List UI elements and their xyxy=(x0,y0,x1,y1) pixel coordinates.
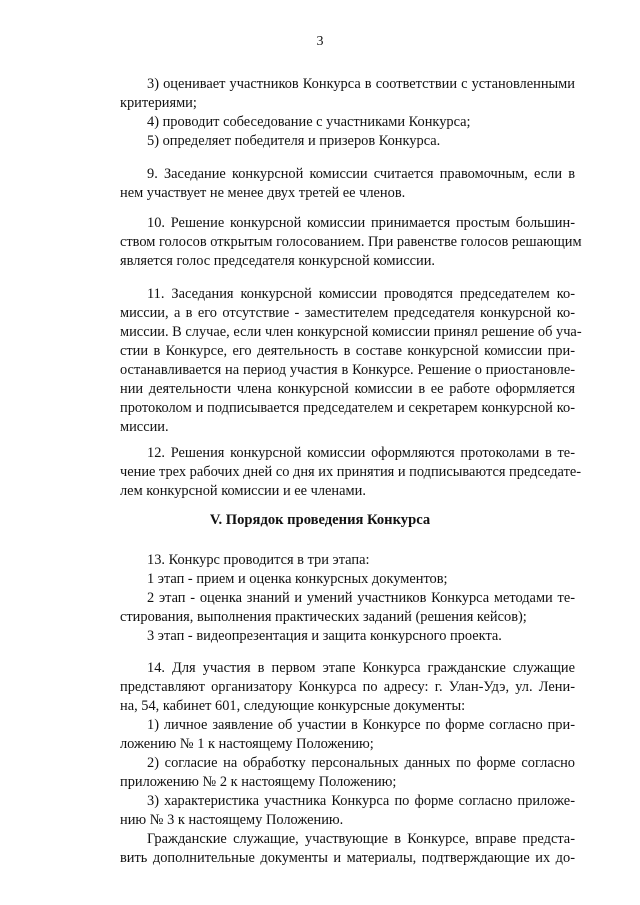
text-line: миссии. xyxy=(120,419,169,435)
text-line: на, 54, кабинет 601, следующие конкурсные документы: xyxy=(120,698,466,714)
text-line: представляют организатору Конкурса по адресу: г. Улан-Удэ, ул. Лени- xyxy=(120,679,575,695)
text-line: нем участвует не менее двух третей ее членов. xyxy=(120,185,406,201)
text-line: критериями; xyxy=(120,95,197,111)
text-line: останавливается на период участия в Конкурсе. Решение о приостановле- xyxy=(120,362,575,378)
text-line: 1 этап - прием и оценка конкурсных документов; xyxy=(147,571,448,587)
page-number: 3 xyxy=(316,34,324,49)
text-line: 2) согласие на обработку персональных данных по форме согласно xyxy=(147,755,575,771)
text-line: ложению № 1 к настоящему Положению; xyxy=(120,736,374,752)
text-line: чение трех рабочих дней со дня их принятия и подписываются председате- xyxy=(120,464,582,480)
text-line: 2 этап - оценка знаний и умений участников Конкурса методами те- xyxy=(147,590,575,606)
text-line: протоколом и подписывается председателем и секретарем конкурсной ко- xyxy=(120,400,575,416)
text-line: нию № 3 к настоящему Положению. xyxy=(120,812,344,828)
text-line: 13. Конкурс проводится в три этапа: xyxy=(147,552,370,568)
text-line: 5) определяет победителя и призеров Конкурса. xyxy=(147,133,441,149)
text-line: 12. Решения конкурсной комиссии оформляются протоколами в те- xyxy=(147,445,575,461)
text-line: является голос председателя конкурсной комиссии. xyxy=(120,253,436,269)
text-line: 10. Решение конкурсной комиссии принимается простым большин- xyxy=(147,215,575,231)
text-line: вить дополнительные документы и материалы, подтверждающие их до- xyxy=(120,850,575,866)
text-line: 14. Для участия в первом этапе Конкурса гражданские служащие xyxy=(147,660,575,676)
section-heading: V. Порядок проведения Конкурса xyxy=(209,512,431,528)
text-line: миссии. В случае, если член конкурсной комиссии принял решение об уча- xyxy=(120,324,582,340)
text-line: 3) оценивает участников Конкурса в соответствии с установленными xyxy=(147,76,575,92)
text-line: Гражданские служащие, участвующие в Конкурсе, вправе предста- xyxy=(147,831,575,847)
text-line: 11. Заседания конкурсной комиссии проводятся председателем ко- xyxy=(147,286,575,302)
text-line: лем конкурсной комиссии и ее членами. xyxy=(120,483,366,499)
text-line: стии в Конкурсе, его деятельность в составе конкурсной комиссии при- xyxy=(120,343,575,359)
text-line: нии деятельности члена конкурсной комиссии в ее работе оформляется xyxy=(120,381,575,397)
text-line: миссии, а в его отсутствие - заместителем председателя конкурсной ко- xyxy=(120,305,575,321)
text-line: приложению № 2 к настоящему Положению; xyxy=(120,774,397,790)
text-line: 3) характеристика участника Конкурса по форме согласно приложе- xyxy=(147,793,575,809)
text-line: ством голосов открытым голосованием. При равенстве голосов решающим xyxy=(120,234,582,250)
text-line: 9. Заседание конкурсной комиссии считается правомочным, если в xyxy=(147,166,575,182)
text-line: 4) проводит собеседование с участниками Конкурса; xyxy=(147,114,471,130)
text-line: 1) личное заявление об участии в Конкурсе по форме согласно при- xyxy=(147,717,575,733)
text-line: стирования, выполнения практических заданий (решения кейсов); xyxy=(120,609,527,625)
text-line: 3 этап - видеопрезентация и защита конкурсного проекта. xyxy=(147,628,502,644)
